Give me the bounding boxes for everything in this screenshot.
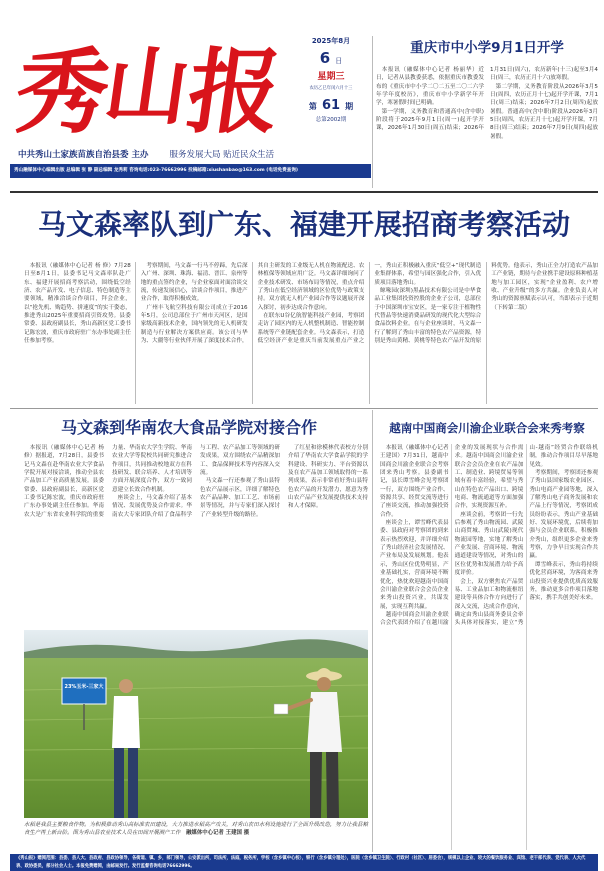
lunar-date: 农历乙巳年闰六月十三 — [309, 86, 353, 91]
top-article-headline: 重庆市中小学9月1日开学 — [410, 40, 564, 56]
issue-number: 61 — [321, 98, 341, 113]
masthead-logo — [8, 24, 290, 146]
photo-caption-text: 水稻是我县主要粮食作物。为积极推动秀山高标准农田建设，大力推进水稻高产攻关，对秀山农田水利设施进行了全面升级改造，努力让我县粮食生产再上新台阶。图为秀山县农业技术人员在田间开展测产工作 — [24, 822, 368, 836]
top-article-paragraph: 第一学期，义务教育和普通高中(含中职)阶段将于2025年9月1日(周一)起开学开课，2026年1月30日(周五)结束；2026年1月31日(周六)，农历新年(十三)起至3月4日(周三，农历正月十六)放寒假。 — [376, 67, 598, 132]
main-article-paragraph: 考察期间，马文森一行马不停蹄，先后深入广州、深圳、珠海、福清、晋江、泉州等地的重点签约企业，与企业家面对面洽谈交流，传递发展信心，洽谈合作项目，推进产业合作，取得积极成效。 — [140, 263, 248, 303]
footer-bar — [10, 854, 598, 871]
svg-text:报: 报 — [180, 37, 289, 146]
svg-text:山: 山 — [98, 37, 197, 136]
article3-headline: 越南中国商会川渝企业联合会来秀考察 — [389, 421, 585, 435]
photo-credit: 融媒体中心记者 王建国 摄 — [186, 830, 250, 836]
issue-prefix: 第 — [308, 102, 317, 111]
article2-headline: 马文森到华南农大食品学院对接合作 — [60, 418, 317, 437]
article3-paragraph: 本报讯（融媒体中心记者 王建国）7月31日，越南中国商会川渝企业联合会考察团来秀山考察。县委副书记，县长谭雪峰会见考察团一行，双方围绕产业合作、资源共享、经贸交流等进行了座谈交流，推动加强投资合作。 — [380, 445, 449, 518]
rice-field-illustration — [24, 630, 368, 818]
top-article-body — [376, 66, 598, 184]
article2-body — [24, 444, 368, 628]
svg-text:秀: 秀 — [8, 37, 117, 146]
article3-paragraph: 座谈会前，考察团一行先后参观了秀山物流园、武陵山商贸城、秀山(武陵)现代物流园等地，实地了解秀山产业发展、营商环境、物流通道建设等情况，对秀山的区位优势和发展潜力给予高度评价。 — [454, 511, 524, 577]
article2-paragraph: 了红星和徐模林代表校方分别介绍了华南农大学食品学院的学科建设、科研实力、平台资源以及在农产品加工领域取得的一系列成果，表示非常看好秀山县特色农产品的开发潜力，愿意为秀山农产品产业发展提供技术支持和人才保障。 — [288, 445, 368, 510]
slogan: 服务发展大局 贴近民众生活 — [169, 150, 275, 160]
top-article-paragraph: 第二学期，义务教育阶段从2026年3月5日(周四，农历正月十七)起开学开课，7月1日(周三)结束；2026年7月2日(周四)起放暑假。普通高中(含中职)阶段从2026年3月5日(周四，农历正月十七)起开学开课，7月8日(周三)结束；2026年7月9日(周四)起放暑假。 — [490, 83, 598, 140]
article2-paragraph: 本报讯（融媒体中心记者 杨 修）据报道，7月28日，县委书记马文森在赴华南农业大学食品学院开展对接洽谈，推动全县农产品加工产业高质量发展。县委常委、县政府副县长，高新区党工委书记陈宏波，重庆市政府驻广东办事处副主任任参加。华南农大是广东省农业科学院的重要力量、华南农大学生学院、华南农业大学等院校共同研究推进合作项目，共同推动校地双方在科技研发、联合培养、人才培训等方面开展深度合作，双方一致同意建立长效合作机制。 — [24, 445, 192, 518]
masthead-divider — [372, 36, 373, 188]
article3-paragraph: 谭雪峰表示，秀山将持续优化营商环境，为客商来秀山投资兴业提供优质高效服务，推动更多合作项目落地落实，携手共创美好未来。 — [529, 561, 598, 602]
date-year-month: 2025年8月 — [311, 37, 351, 45]
article3-body — [380, 444, 598, 850]
top-article — [376, 36, 598, 190]
photo-caption — [24, 821, 368, 851]
sponsor: 中共秀山土家族苗族自治县委 主办 — [18, 150, 149, 160]
top-article-paragraph: 本报讯（融媒体中心记者 杨丽华）近日，记者从县教委获悉，依据重庆市教委发布的《重庆市中小学二〇二五至二〇二六学年学年度校历》，重庆市中小学新学年开学，寒暑假时间已明确。 — [376, 67, 484, 107]
date-day: 6 — [319, 49, 331, 67]
info-bar — [10, 164, 371, 178]
main-article-paragraph: 广州丰飞航空科技有限公司成立于2016年5月，公司总部位于广州市天河区，是国家级高新技术企业，国内领先的无人机研发制造与行业解决方案供应商。该公司与华为、大疆等行业伙伴开展了深度技术合作，其自主研发的工业级无人机在物流配送、农林植保等领域应用广泛。马文森详细询问了企业技术研发、市场布局等情况，重点介绍了秀山在低空经济领域的区位优势与政策支持。双方就无人机产业园合作等议题展开深入探讨，初步达成合作意向。 — [140, 263, 365, 345]
weekday: 星期三 — [317, 72, 345, 82]
article3-paragraph: 越南中国商会川渝企业联合会代表团介绍了在越川渝企业的发展现状与合作需求。越南中国商会川渝企业联合会会员企业在农产品加工、制造业、跨境贸易等领域有着丰富经验，希望与秀山在特色农产品出口、跨境电商、物流通道等方面加强合作，实现资源互补。 — [380, 445, 524, 627]
article3-paragraph: 座谈会上，谭雪峰代表县委、县政府对考察团的到来表示热烈欢迎，并详细介绍了秀山经济社会发展情况、产业布局及发展规划。他表示，秀山区位优势明显，产业基础扎实，营商环境不断优化，热忱欢迎越南中国商会川渝企业联合会会员企业来秀山投资兴业，共谋发展，实现互利共赢。 — [380, 520, 449, 610]
main-headline: 马文森率队到广东、福建开展招商考察活动 — [37, 208, 570, 241]
footer-text: 《秀山报》赠阅范围：县委、县人大、县政府、县政协领导，各街道、镇、乡，部门领导，公安派出所，司法所，法庭，税务所，学校（含乡镇中心校），银行（含乡镇分理处），医院（含乡镇卫生院）、行政村（社区）、居委会），规模以上企业、较大的餐饮服务业、宾馆、老干部代表、党代表、人大代表、政协委员，部分社会人士。本报免费赠阅，由邮局发行。发行监督咨询电话76662996。 — [16, 855, 586, 869]
main-article-paragraph: 在联东U谷亿航智能科技产业园，考察团走访了园区内的无人机整机制造、智能控制系统等产业链配套企业。马文森表示，打造低空经济产业是重庆当前发展重点产业之一，秀山正积极融入重庆“低空+”现代制造业集群体系，希望与园区强化合作，引入优质项目落地秀山。 — [257, 263, 482, 345]
article3-paragraph: 考察期间，考察团还参观了秀山县国家级农业园区、秀山电商产业园等地，深入了解秀山电子商务发展和农产品上行等情况，考察团成员纷纷表示，秀山产业基础好、发展环境优，后续将加强与会员企业联系，积极推介秀山，组织更多企业来秀考察，力争早日实现合作共赢。 — [529, 470, 598, 560]
sponsor-line — [18, 148, 368, 162]
article2-paragraph: 座谈会上，马文森介绍了基本情况、发展优势及合作需求。华南农大专家团队介绍了食品科学与工程、农产品加工等领域的研发成果，双方围绕农产品精深加工、食品保鲜技术等内容深入交流。 — [112, 445, 280, 518]
info-bar-text: 秀山融媒体中心编辑出版 总编辑 张 静 副总编辑 龙秀莉 咨询电话:023-76662996 投稿邮箱:xiushanbao@163.com (电话免费查询) — [14, 168, 299, 173]
main-article-paragraph: 本报讯（融媒体中心记者 杨 修）7月28日至8月1日，县委书记马文森率队赴广东、福建开展招商考察活动，围绕低空经济、农产品开发、电子信息、特色制造等主要领域，精准洽谈合作项目，拜会企业，以“抢先机、购趋势、拼速度”的实干姿态，推进秀山2025年重要招商引资攻势。县委常委、县政府副县长，秀山高新区党工委书记陈宏波，重庆市政府驻广东办事处副主任任参加考察。 — [24, 263, 131, 345]
masthead-rule — [10, 191, 598, 193]
rice-field-photo — [24, 630, 368, 818]
main-article-paragraph: 鲸喙园(深圳)黑晶技术有限公司是中华食品工业集团投资控股的企业子公司，总部位于中国深圳市宝安区，是一家专注于植物性代替品等快速消费品研发的现代化大型综合食品饮料企业。在与企业座谈时，马文森一行了解到了秀山丰富的特色农产品资源，特别是秀山黄精、黄桃等特色农产品开发的原料优势。他表示，秀山正全力打造农产品加工产业链，期待与企业携手建设原料种植基地与加工园区，实现“企业盈利、农户增收、产业升级”的多方共赢。企业负责人对秀山的资源禀赋表示认可，当即表示于近期（下转第二版） — [374, 263, 598, 345]
date-box — [300, 36, 362, 128]
issue-suffix: 期 — [345, 102, 354, 111]
article2-paragraph: 马文森一行还参观了秀山县特色农产品展示区，详细了解特色农产品品种、加工工艺、市场前景等情况，并与专家们深入探讨了产业转型升级的路径。 — [200, 478, 280, 518]
main-article-body — [24, 262, 598, 404]
section-rule — [10, 408, 598, 409]
date-unit: 日 — [335, 57, 343, 65]
total-issue: 总第2002期 — [315, 117, 347, 123]
logo-calligraphy-icon — [8, 24, 290, 146]
photo-sign-text: 23%玉米-三家大 — [64, 684, 104, 690]
column-divider — [372, 410, 373, 852]
article3-paragraph: 会上，双方聚焦农产品贸易、工业品加工和物流枢纽建设等具体合作方向进行了深入交流，达成合作意向，确定由秀山县商务委员会牵头具体对接落实，建立“秀山-越南”经贸合作联络机制，推动合作项目尽早落地见效。 — [454, 445, 598, 627]
